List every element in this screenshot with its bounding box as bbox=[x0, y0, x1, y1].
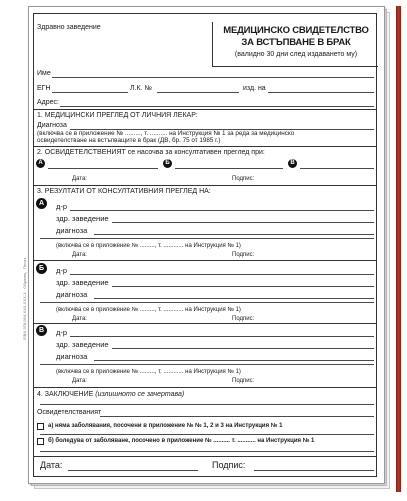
option-a-line bbox=[40, 434, 374, 435]
egn-label: ЕГН bbox=[37, 85, 51, 92]
marker-a-circle: А bbox=[36, 159, 45, 168]
section4-heading bbox=[37, 390, 184, 399]
side-print: ISBN 978-954-XXX-XXX-X · Образец · Печат bbox=[22, 257, 27, 340]
result-a-signature-label: Подпис: bbox=[232, 252, 255, 258]
option-b-line bbox=[40, 451, 374, 452]
result-a-diagnosis-label: диагноза bbox=[56, 226, 88, 235]
divider bbox=[34, 323, 376, 324]
result-c-doctor-label: д-р bbox=[56, 328, 68, 337]
section1-note-line1: (включва се в приложение № ........., т. .......... на Инструкция № 1 за реда за медицинско bbox=[37, 130, 295, 137]
result-b-note: (включва се в приложение № ........., т. ............ на Инструкция № 1) bbox=[56, 307, 241, 313]
section1-note-line2: освидетелстване на встъпващите в брак (ДВ, бр. 75 от 1985 г.) bbox=[37, 137, 221, 144]
divider bbox=[34, 109, 376, 110]
result-a-date-label: Дата: bbox=[72, 252, 87, 258]
result-c-doctor-field[interactable] bbox=[70, 336, 374, 337]
final-signature-label: Подпис: bbox=[212, 460, 246, 470]
binding-edge bbox=[396, 6, 401, 492]
referral-field-b[interactable] bbox=[175, 168, 283, 169]
option-a-checkbox[interactable] bbox=[37, 423, 44, 430]
section2-date-label: Дата: bbox=[72, 176, 87, 182]
result-a-diagnosis-field[interactable] bbox=[94, 234, 374, 235]
section1-diagnosis-label: Диагноза bbox=[37, 122, 67, 129]
result-b-diagnosis-label: диагноза bbox=[56, 290, 88, 299]
patient-field[interactable] bbox=[100, 416, 374, 417]
result-a-extra-line[interactable] bbox=[40, 238, 374, 239]
result-b-facility-field[interactable] bbox=[112, 286, 374, 287]
result-c-signature-label: Подпис: bbox=[232, 378, 255, 384]
conclusion-extra-line[interactable] bbox=[40, 404, 374, 405]
result-a-doctor-label: д-р bbox=[56, 202, 68, 211]
result-c-facility-field[interactable] bbox=[112, 348, 374, 349]
referral-field-a[interactable] bbox=[48, 168, 158, 169]
result-a-facility-field[interactable] bbox=[112, 222, 374, 223]
result-a-note: (включва се в приложение № ........., т. ............ на Инструкция № 1) bbox=[56, 243, 241, 249]
result-b-marker: Б bbox=[36, 263, 47, 274]
result-a-marker: А bbox=[36, 198, 47, 209]
title-line-1: МЕДИЦИНСКО СВИДЕТЕЛСТВО bbox=[223, 25, 369, 36]
divider bbox=[34, 456, 376, 457]
name-field[interactable] bbox=[52, 77, 374, 78]
section4-heading-note: (излишното се зачертава) bbox=[95, 391, 185, 398]
result-b-signature-label: Подпис: bbox=[232, 316, 255, 322]
patient-label: Освидетелстваният bbox=[37, 409, 102, 416]
option-b-checkbox[interactable] bbox=[37, 438, 44, 445]
result-a-facility-label: здр. заведение bbox=[56, 214, 109, 223]
final-signature-field[interactable] bbox=[254, 470, 374, 471]
result-c-diagnosis-label: диагноза bbox=[56, 352, 88, 361]
name-label: Име bbox=[37, 70, 51, 77]
divider bbox=[34, 260, 376, 261]
result-c-date-label: Дата: bbox=[72, 378, 87, 384]
address-field[interactable] bbox=[60, 106, 374, 107]
result-c-diagnosis-field[interactable] bbox=[94, 360, 374, 361]
result-b-diagnosis-field[interactable] bbox=[94, 298, 374, 299]
result-c-note: (включва се в приложение № ........., т. ............ на Инструкция № 1) bbox=[56, 369, 241, 375]
title-subtitle: (валидно 30 дни след издаването му) bbox=[234, 51, 358, 58]
result-c-facility-label: здр. заведение bbox=[56, 340, 109, 349]
result-b-doctor-label: д-р bbox=[56, 266, 68, 275]
divider bbox=[34, 387, 376, 388]
id-card-label: Л.К. № bbox=[130, 85, 153, 92]
result-b-date-label: Дата: bbox=[72, 316, 87, 322]
issued-field[interactable] bbox=[268, 92, 374, 93]
section4-heading-text: 4. ЗАКЛЮЧЕНИЕ bbox=[37, 391, 94, 398]
option-b-text: б) боледува от заболяване, посочено в приложение № .......... т. ........... на Инструкция № 1 bbox=[48, 438, 315, 444]
option-a-text: а) няма заболявания, посочени в приложение № № 1, 2 и 3 на Инструкция № 1 bbox=[48, 423, 283, 429]
institution-label: Здравно заведение bbox=[37, 24, 101, 31]
result-a-doctor-field[interactable] bbox=[70, 210, 374, 211]
title-line-2: ЗА ВСТЪПВАНЕ В БРАК bbox=[241, 37, 351, 48]
section2-signature-label: Подпис: bbox=[232, 176, 255, 182]
divider bbox=[34, 146, 376, 147]
address-label: Адрес: bbox=[37, 99, 59, 106]
final-date-field[interactable] bbox=[68, 470, 198, 471]
marker-c-circle: В bbox=[288, 159, 297, 168]
final-date-label: Дата: bbox=[40, 460, 63, 470]
result-b-doctor-field[interactable] bbox=[70, 274, 374, 275]
title-box bbox=[212, 22, 378, 67]
marker-b-circle: Б bbox=[163, 159, 172, 168]
divider bbox=[34, 185, 376, 186]
issued-label: изд. на bbox=[243, 85, 266, 92]
result-b-extra-line[interactable] bbox=[40, 302, 374, 303]
section2-heading: 2. ОСВИДЕТЕЛСТВЕНИЯТ се насочва за консултативен преглед при: bbox=[37, 149, 265, 156]
egn-field[interactable] bbox=[52, 92, 128, 93]
referral-field-c[interactable] bbox=[300, 168, 374, 169]
section1-heading: 1. МЕДИЦИНСКИ ПРЕГЛЕД ОТ ЛИЧНИЯ ЛЕКАР: bbox=[37, 112, 198, 119]
section3-heading: 3. РЕЗУЛТАТИ ОТ КОНСУЛТАТИВНИЯ ПРЕГЛЕД НА: bbox=[37, 188, 211, 195]
result-b-facility-label: здр. заведение bbox=[56, 278, 109, 287]
id-card-field[interactable] bbox=[157, 92, 239, 93]
result-c-extra-line[interactable] bbox=[40, 364, 374, 365]
result-c-marker: В bbox=[36, 325, 47, 336]
